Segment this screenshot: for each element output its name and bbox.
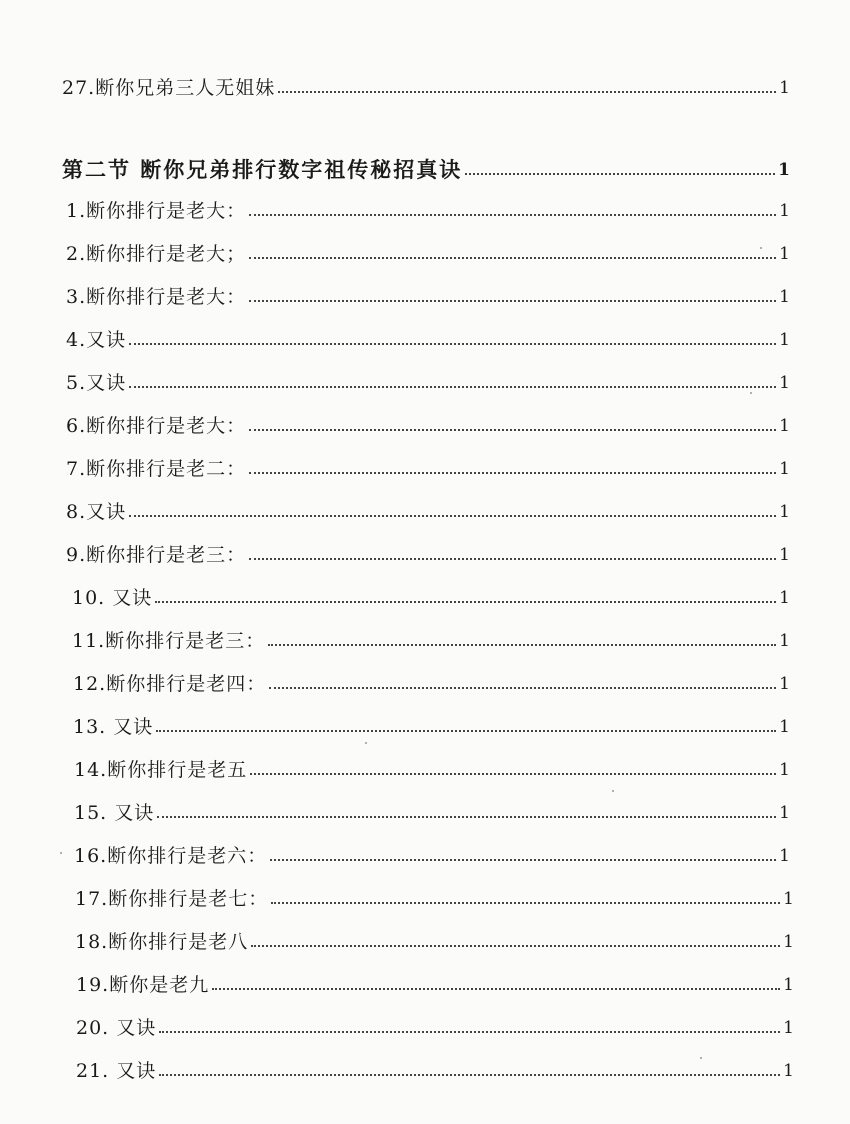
toc-entry-label: 20. 又诀 bbox=[76, 1017, 157, 1039]
dot-leader bbox=[249, 300, 776, 302]
toc-entry-label: 7.断你排行是老二： bbox=[66, 458, 247, 480]
dot-leader bbox=[270, 859, 776, 861]
toc-entry-page: 1 bbox=[779, 459, 790, 479]
toc-entry-page: 1 bbox=[783, 975, 794, 995]
toc-entry-page: 1 bbox=[779, 416, 790, 436]
dot-leader bbox=[159, 1031, 780, 1033]
toc-entry bbox=[74, 758, 790, 782]
toc-entry-label: 21. 又诀 bbox=[76, 1060, 157, 1082]
toc-entry bbox=[72, 586, 790, 610]
toc-entry-page: 1 bbox=[783, 1018, 794, 1038]
dot-leader bbox=[129, 515, 776, 517]
toc-entry-label: 3.断你排行是老大： bbox=[66, 286, 247, 308]
dot-leader bbox=[212, 988, 780, 990]
toc-entry bbox=[66, 500, 790, 524]
toc-entry-page: 1 bbox=[779, 78, 790, 98]
toc-entry bbox=[76, 973, 794, 997]
toc-entry-label: 18.断你排行是老八 bbox=[75, 931, 249, 953]
toc-entry bbox=[75, 930, 794, 954]
toc-entry bbox=[76, 1016, 794, 1040]
toc-entry bbox=[66, 371, 790, 395]
toc-entry bbox=[73, 672, 790, 696]
dot-leader bbox=[249, 429, 776, 431]
toc-entry-label: 5.又诀 bbox=[66, 372, 127, 394]
toc-entry-label: 6.断你排行是老大： bbox=[66, 415, 247, 437]
toc-entry-page: 1 bbox=[779, 330, 790, 350]
toc-entry bbox=[62, 76, 790, 100]
toc-entry bbox=[72, 629, 790, 653]
toc-entry bbox=[66, 285, 790, 309]
toc-entry-label: 4.又诀 bbox=[66, 329, 127, 351]
toc-entry-page: 1 bbox=[779, 287, 790, 307]
toc-entry-label: 14.断你排行是老五 bbox=[74, 759, 248, 781]
toc-entry bbox=[76, 1059, 794, 1083]
toc-entry-label: 27.断你兄弟三人无姐妹 bbox=[62, 77, 276, 99]
dot-leader bbox=[250, 773, 776, 775]
toc-entry-page: 1 bbox=[779, 674, 790, 694]
dot-leader bbox=[249, 558, 776, 560]
toc-entry-label: 8.又诀 bbox=[66, 501, 127, 523]
dot-leader bbox=[129, 343, 776, 345]
toc-entry-page: 1 bbox=[783, 889, 794, 909]
toc-entry-page: 1 bbox=[783, 1061, 794, 1081]
toc-entry-page: 1 bbox=[779, 846, 790, 866]
section-heading bbox=[62, 158, 790, 182]
toc-entry-page: 1 bbox=[779, 244, 790, 264]
toc-entry bbox=[66, 543, 790, 567]
toc-entry-label: 1.断你排行是老大： bbox=[66, 200, 247, 222]
toc-entry-page: 1 bbox=[779, 201, 790, 221]
toc-entry-label: 12.断你排行是老四： bbox=[73, 673, 267, 695]
dot-leader bbox=[157, 816, 776, 818]
toc-entry-page: 1 bbox=[779, 502, 790, 522]
toc-entry-label: 19.断你是老九 bbox=[76, 974, 210, 996]
dot-leader bbox=[159, 1074, 780, 1076]
dot-leader bbox=[249, 214, 776, 216]
dot-leader bbox=[269, 687, 776, 689]
dot-leader bbox=[155, 601, 776, 603]
toc-entry-page: 1 bbox=[779, 760, 790, 780]
toc-entry-page: 1 bbox=[779, 631, 790, 651]
section-heading-label: 第二节 断你兄弟排行数字祖传秘招真诀 bbox=[62, 157, 463, 182]
dot-leader bbox=[278, 91, 776, 93]
toc-entry bbox=[66, 328, 790, 352]
toc-entry-page: 1 bbox=[779, 545, 790, 565]
section-heading-page: 1 bbox=[778, 160, 790, 180]
toc-entry bbox=[66, 457, 790, 481]
dot-leader bbox=[129, 386, 776, 388]
toc-entry bbox=[66, 242, 790, 266]
dot-leader bbox=[249, 472, 776, 474]
dot-leader bbox=[251, 945, 780, 947]
toc-entry-label: 15. 又诀 bbox=[74, 802, 155, 824]
toc-entry bbox=[66, 199, 790, 223]
toc-entry bbox=[73, 715, 790, 739]
toc-entry-label: 9.断你排行是老三： bbox=[66, 544, 247, 566]
toc-entry-label: 13. 又诀 bbox=[73, 716, 154, 738]
toc-entry bbox=[74, 844, 790, 868]
toc-entry-page: 1 bbox=[779, 373, 790, 393]
toc-entry-label: 2.断你排行是老大； bbox=[66, 243, 247, 265]
dot-leader bbox=[156, 730, 776, 732]
toc-entry-label: 16.断你排行是老六： bbox=[74, 845, 268, 867]
toc-entry-page: 1 bbox=[779, 717, 790, 737]
dot-leader bbox=[465, 173, 775, 175]
dot-leader bbox=[249, 257, 776, 259]
dot-leader bbox=[268, 644, 776, 646]
toc-entry-page: 1 bbox=[779, 803, 790, 823]
toc-entry-label: 11.断你排行是老三： bbox=[72, 630, 266, 652]
toc-entry-page: 1 bbox=[779, 588, 790, 608]
dot-leader bbox=[271, 902, 780, 904]
toc-entry-label: 17.断你排行是老七： bbox=[75, 888, 269, 910]
toc-entry-label: 10. 又诀 bbox=[72, 587, 153, 609]
toc-entry-page: 1 bbox=[783, 932, 794, 952]
toc-entry bbox=[75, 887, 794, 911]
toc-entry bbox=[74, 801, 790, 825]
toc-entry bbox=[66, 414, 790, 438]
